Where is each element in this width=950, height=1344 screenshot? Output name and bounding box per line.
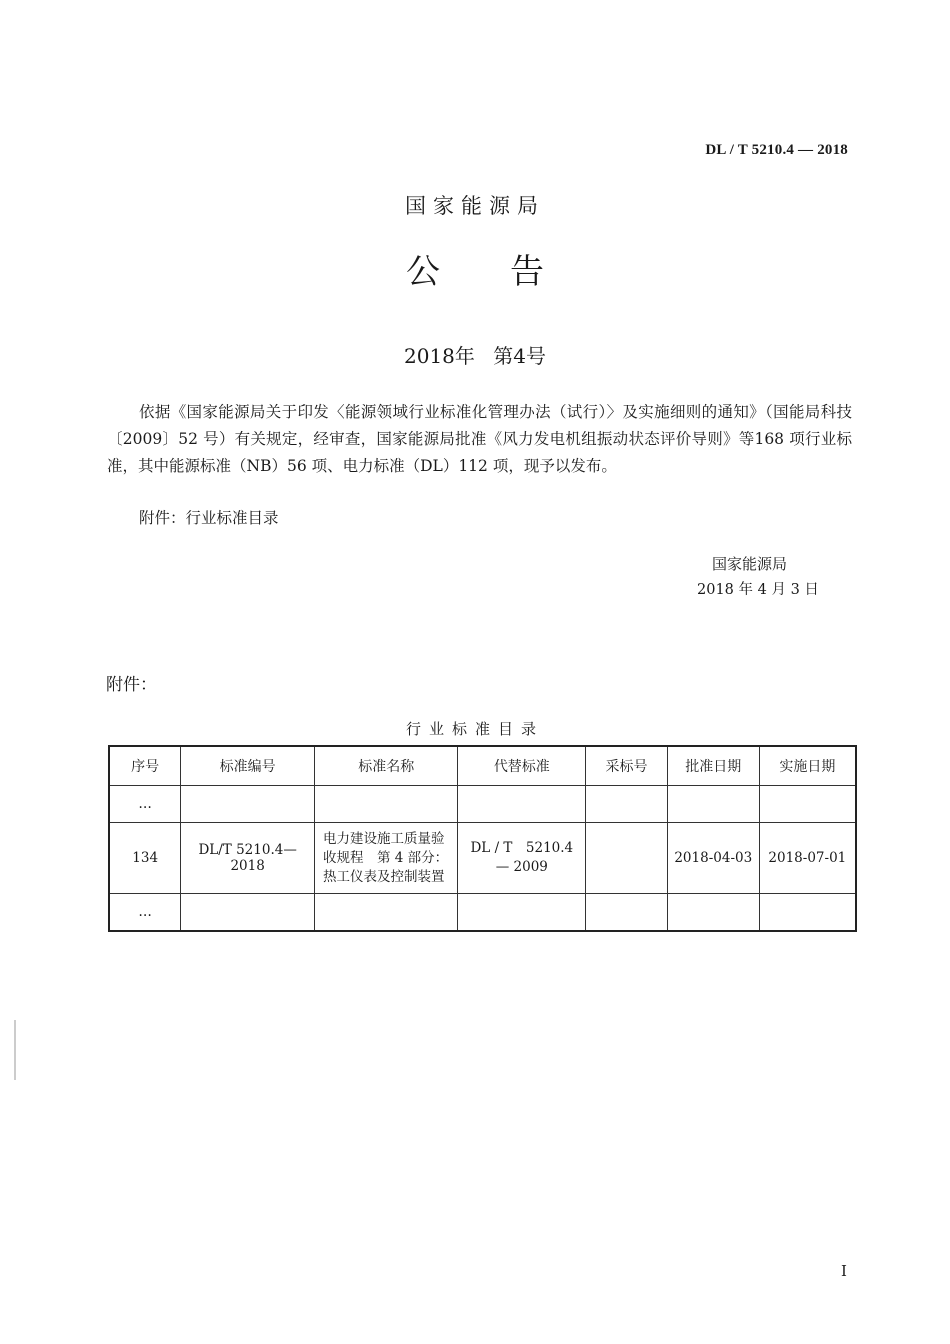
cell-name: 电力建设施工质量验收规程 第 4 部分：热工仪表及控制装置	[314, 823, 458, 894]
col-adopted: 采标号	[586, 746, 668, 786]
cell-approved: 2018-04-03	[667, 823, 759, 894]
col-effective: 实施日期	[759, 746, 856, 786]
cell-seq: 134	[109, 823, 181, 894]
attachment-label: 附件：	[106, 675, 157, 695]
table-row	[109, 894, 856, 932]
col-seq: 序号	[109, 746, 181, 786]
cell-adopted	[586, 786, 668, 823]
cell-adopted	[586, 823, 668, 894]
cell-seq: …	[109, 894, 181, 932]
table-row	[109, 786, 856, 823]
notice-title: 公告	[406, 252, 614, 292]
cell-code: DL/T 5210.4—2018	[181, 823, 315, 894]
cell-approved	[667, 786, 759, 823]
table-header-row	[109, 746, 856, 786]
col-replaces: 代替标准	[458, 746, 586, 786]
cell-approved	[667, 894, 759, 932]
table-title: 行业标准目录	[405, 720, 544, 738]
signature-date: 2018 年 4 月 3 日	[697, 582, 819, 598]
cell-effective	[759, 894, 856, 932]
cell-effective: 2018-07-01	[759, 823, 856, 894]
standards-table	[108, 745, 857, 932]
scan-edge-mark	[14, 1020, 16, 1080]
col-approved: 批准日期	[667, 746, 759, 786]
notice-year: 2018年	[404, 344, 475, 368]
cell-replaces	[458, 894, 586, 932]
cell-replaces: DL / T 5210.4 — 2009	[458, 823, 586, 894]
page-number: I	[841, 1262, 847, 1280]
cell-seq: …	[109, 786, 181, 823]
table-row	[109, 823, 856, 894]
cell-effective	[759, 786, 856, 823]
col-name: 标准名称	[314, 746, 458, 786]
cell-name	[314, 894, 458, 932]
notice-body: 依据《国家能源局关于印发〈能源领域行业标准化管理办法（试行）〉及实施细则的通知》（国能局科技〔2009〕52 号）有关规定，经审查，国家能源局批准《风力发电机组振动状态评价导则》等168 项行业标准，其中能源标准（NB）56 项、电力标准（DL）112 项，现予以发布。	[107, 403, 852, 475]
col-code: 标准编号	[181, 746, 315, 786]
attachment-reference: 附件：行业标准目录	[139, 509, 279, 527]
cell-code	[181, 786, 315, 823]
signature-org: 国家能源局	[712, 555, 788, 573]
cell-code	[181, 894, 315, 932]
standard-code: DL / T 5210.4 — 2018	[705, 142, 848, 158]
cell-adopted	[586, 894, 668, 932]
cell-replaces	[458, 786, 586, 823]
notice-number	[0, 340, 950, 369]
notice-issue: 第4号	[493, 344, 546, 368]
cell-name	[314, 786, 458, 823]
issuing-agency: 国家能源局	[405, 194, 545, 218]
